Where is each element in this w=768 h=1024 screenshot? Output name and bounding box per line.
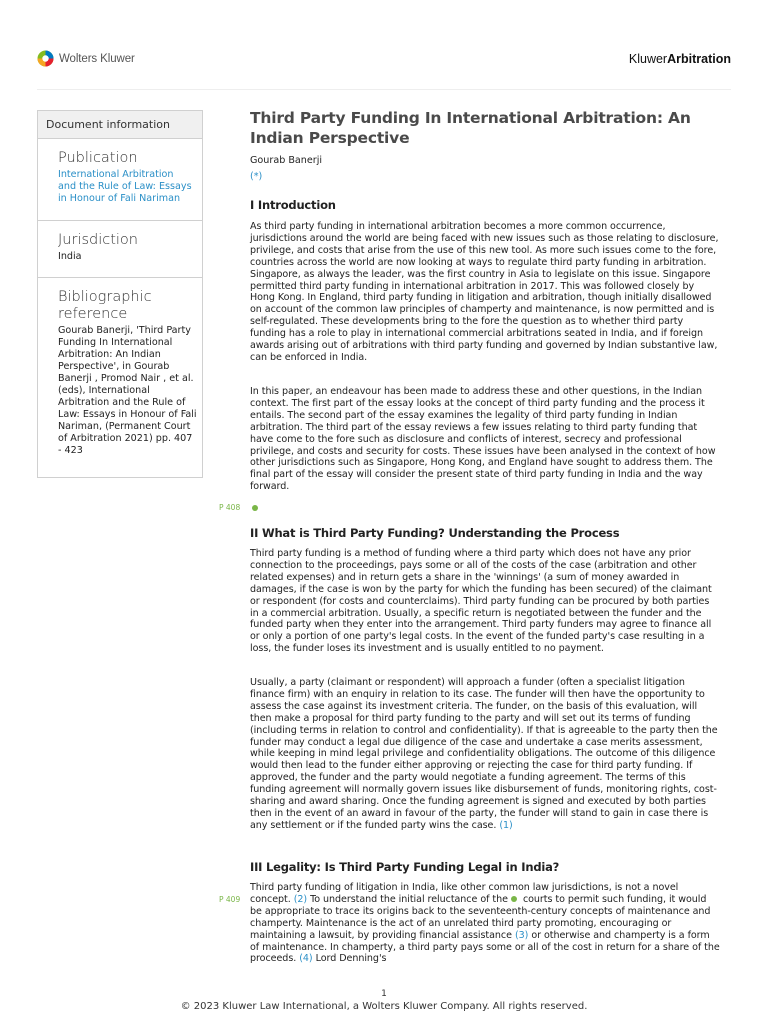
legality-paragraph-1	[250, 882, 720, 965]
publication-section	[38, 139, 202, 221]
introduction-paragraph-2: In this paper, an endeavour has been made to address these and other questions, in the Indian context. The first part of the essay looks at the concept of third party funding and the process it entails. The second part of the essay examines the legality of third party funding in Indian arbitration. The third part of the essay reviews a few issues relating to third party funding that have come to the fore such as disclosure and conflicts of interest, secrecy and professional privilege, and costs and security for costs. These issues have been analysed in the context of how other jurisdictions such as Singapore, Hong Kong, and England have sought to address them. The final part of the essay will consider the present state of third party funding in India and the way forward.	[250, 386, 716, 493]
legality-text-4: or otherwise and champerty is a form of maintenance. In champerty, a third party pays some or all of the cost in return for a share of the proceeds.	[250, 929, 720, 965]
jurisdiction-section	[38, 221, 202, 278]
what-is-tpf-paragraph-2-text: Usually, a party (claimant or respondent) will approach a funder (often a specialist litigation finance firm) with an enquiry in relation to its case. The funder will then have the opportunity to assess the case against its investment criteria. The funder, on the basis of this evaluation, will then make a proposal for third party funding to the party and will set out its terms of funding (including terms in relation to control and confidentiality). If that is agreeable to the party then the funder may conduct a legal due diligence of the case and undertake a case merits assessment, while keeping in mind legal privilege and confidentiality obligations. The outcome of this diligence would then lead to the funder either approving or rejecting the case for third party funding. If approved, the funder and the party would negotiate a funding agreement. The terms of this funding agreement will normally govern issues like disbursement of funds, monitoring rights, cost-sharing and award sharing. Once the funding agreement is signed and executed by both parties then in the event of an award in favour of the party, the funder will stand to gain in case there is any settlement or if the funded party wins the case.	[250, 677, 718, 831]
legality-text-2: To understand the initial reluctance of the	[310, 893, 508, 905]
document-body	[250, 108, 718, 182]
page-marker-408: P 408	[219, 503, 241, 512]
page-marker-dot	[252, 505, 258, 511]
bibliographic-section	[38, 278, 202, 477]
header-divider	[37, 89, 731, 90]
copyright-notice: © 2023 Kluwer Law International, a Wolters Kluwer Company. All rights reserved.	[180, 1001, 588, 1012]
wolters-kluwer-logo[interactable]	[37, 50, 135, 67]
document-author: Gourab Banerji	[250, 155, 323, 166]
wolters-kluwer-logo-icon	[37, 50, 54, 67]
footnote-link-4[interactable]: (4)	[299, 953, 313, 965]
author-note-link[interactable]: (*)	[250, 171, 263, 182]
kluwer-arbitration-brand[interactable]	[629, 52, 731, 66]
page-number: 1	[381, 989, 387, 999]
bibliographic-value: Gourab Banerji, 'Third Party Funding In International Arbitration: An Indian Perspective', in Gourab Banerji , Promod Nair , et al. (eds), International Arbitration and the Rule of Law: Essays in Honour of Fali Nariman, (Permanent Court of Arbitration 2021) pp. 407 - 423	[58, 325, 197, 456]
document-info-sidebar	[37, 110, 203, 478]
introduction-paragraph-1: As third party funding in international arbitration becomes a more common occurrence, jurisdictions around the world are being faced with new issues such as those relating to disclosure, privilege, and costs that arise from the use of this new tool. As more such issues come to the fore, countries across the world are now looking at ways to regulate third party funding in arbitration. Singapore, as always the leader, was the first country in Asia to legislate on this issue. Singapore permitted third party funding in international arbitration in 2017. This was followed closely by Hong Kong. In England, third party funding in litigation and arbitration, though initially disallowed on account of the common law principles of champerty and maintenance, is now permitted and is self-regulated. These developments bring to the fore the question as to whether third party funding has a role to play in international commercial arbitrations seated in India, and if foreign awards arising out of arbitrations with third party funding and governed by Indian substantive law, can be enforced in India.	[250, 221, 719, 363]
publication-link[interactable]: International Arbitration and the Rule of Law: Essays in Honour of Fali Nariman	[58, 169, 192, 204]
jurisdiction-title: Jurisdiction	[58, 232, 138, 248]
what-is-tpf-paragraph-2	[250, 677, 720, 832]
jurisdiction-value: India	[58, 251, 82, 262]
page-header	[37, 50, 731, 70]
page-marker-409: P 409	[219, 895, 241, 904]
legality-text-5: Lord Denning's	[315, 953, 387, 965]
sidebar-heading: Document information	[38, 111, 202, 139]
inline-page-break-dot	[511, 896, 517, 902]
brand-bold: Arbitration	[667, 52, 731, 66]
footnote-link-1[interactable]: (1)	[499, 819, 513, 831]
footnote-link-2[interactable]: (2)	[293, 893, 308, 905]
footnote-link-3[interactable]: (3)	[514, 929, 529, 941]
section-heading-what-is-tpf: II What is Third Party Funding? Understanding the Process	[250, 526, 620, 540]
brand-prefix: Kluwer	[628, 52, 668, 66]
logo-text: Wolters Kluwer	[59, 52, 135, 65]
section-heading-legality: III Legality: Is Third Party Funding Legal in India?	[250, 860, 560, 874]
what-is-tpf-paragraph-1: Third party funding is a method of funding where a third party which does not have any prior connection to the proceedings, pays some or all of the costs of the case (arbitration and other related expenses) and in return gets a share in the 'winnings' (a sum of money awarded in damages, if the case is won by the party for which the funding has been secured) of the claimant or respondent (for costs and counterclaims). Third party funding can be procured by both parties in a commercial arbitration. Usually, a specific return is negotiated between the funder and the funded party when they enter into the arrangement. Third party funders may agree to finance all or only a portion of one party's legal costs. In the event of the funded party's case resulting in a loss, the funder loses its investment and is usually entitled to no payment.	[250, 548, 712, 655]
bibliographic-title: Bibliographic reference	[58, 289, 152, 322]
document-title: Third Party Funding In International Arbitration: An Indian Perspective	[250, 109, 691, 147]
legality-text-3: courts to permit such funding, it would be appropriate to trace its origins back to the seventeenth-century concepts of maintenance and champerty. Maintenance is the act of an unrelated third party promoting, encouraging or maintaining a lawsuit, by providing financial assistance	[250, 893, 711, 941]
section-heading-introduction: I Introduction	[250, 198, 336, 212]
legality-text-1: Third party funding of litigation in India, like other common law jurisdictions, is not a novel concept.	[250, 882, 679, 905]
publication-title: Publication	[58, 150, 138, 166]
